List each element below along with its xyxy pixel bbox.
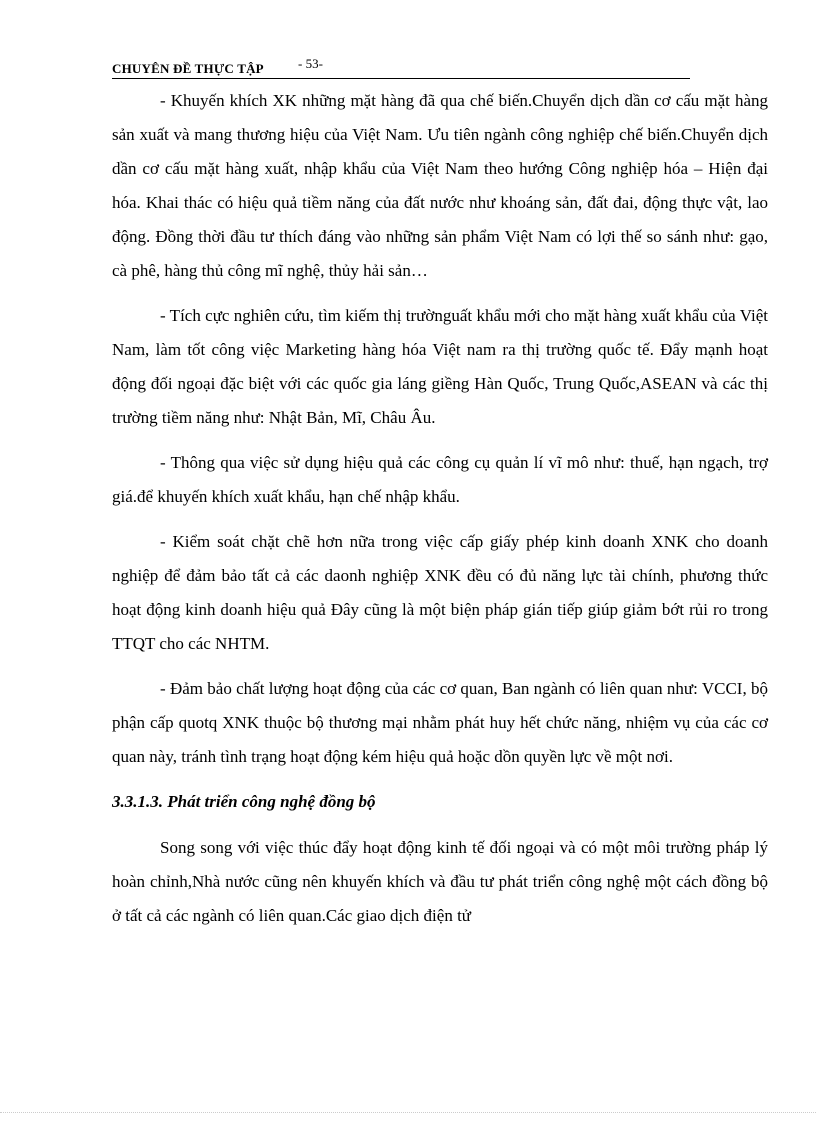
paragraph: - Khuyến khích XK những mặt hàng đã qua chế biến.Chuyển dịch dần cơ cấu mặt hàng sản xuất và mang thương hiệu của Việt Nam. Ưu tiên ngành công nghiệp chế biến.Chuyển dịch dần cơ cấu mặt hàng xuất, nhập khẩu của Việt Nam theo hướng Công nghiệp hóa – Hiện đại hóa. Khai thác có hiệu quả tiềm năng của đất nước như khoáng sản, đất đai, động thực vật, lao động. Đồng thời đầu tư thích đáng vào những sản phẩm Việt Nam có lợi thế so sánh như: gạo, cà phê, hàng thủ công mĩ nghệ, thủy hải sản… [112,91,768,280]
paragraph: - Tích cực nghiên cứu, tìm kiếm thị trườnguất khẩu mới cho mặt hàng xuất khẩu của Việt Nam, làm tốt công việc Marketing hàng hóa Việt nam ra thị trường quốc tế. Đẩy mạnh hoạt động đối ngoại đặc biệt với các quốc gia láng giềng Hàn Quốc, Trung Quốc,ASEAN và các thị trường tiềm năng như: Nhật Bản, Mĩ, Châu Âu. [112,306,768,427]
page-header [112,56,690,79]
header-title: CHUYÊN ĐỀ THỰC TẬP [112,61,264,76]
page-footer-divider [0,1112,816,1113]
paragraph: - Đảm bảo chất lượng hoạt động của các cơ quan, Ban ngành có liên quan như: VCCI, bộ phận cấp quotq XNK thuộc bộ thương mại nhằm phát huy hết chức năng, nhiệm vụ của các cơ quan này, tránh tình trạng hoạt động kém hiệu quả hoặc dồn quyền lực về một nơi. [112,679,768,766]
paragraph: - Thông qua việc sử dụng hiệu quả các công cụ quản lí vĩ mô như: thuế, hạn ngạch, trợ giá.để khuyến khích xuất khẩu, hạn chế nhập khẩu. [112,453,768,506]
section-heading: 3.3.1.3. Phát triển công nghệ đồng bộ [112,792,376,811]
paragraph: - Kiểm soát chặt chẽ hơn nữa trong việc cấp giấy phép kinh doanh XNK cho doanh nghiệp để đảm bảo tất cả các daonh nghiệp XNK đều có đủ năng lực tài chính, phương thức hoạt động kinh doanh hiệu quả Đây cũng là một biện pháp gián tiếp giúp giảm bớt rủi ro trong TTQT cho các NHTM. [112,532,768,653]
document-body [112,84,768,944]
page-number: - 53- [298,56,323,71]
paragraph: Song song với việc thúc đẩy hoạt động kinh tế đối ngoại và có một môi trường pháp lý hoàn chỉnh,Nhà nước cũng nên khuyến khích và đầu tư phát triển công nghệ một cách đồng bộ ở tất cả các ngành có liên quan.Các giao dịch điện tử [112,838,768,925]
